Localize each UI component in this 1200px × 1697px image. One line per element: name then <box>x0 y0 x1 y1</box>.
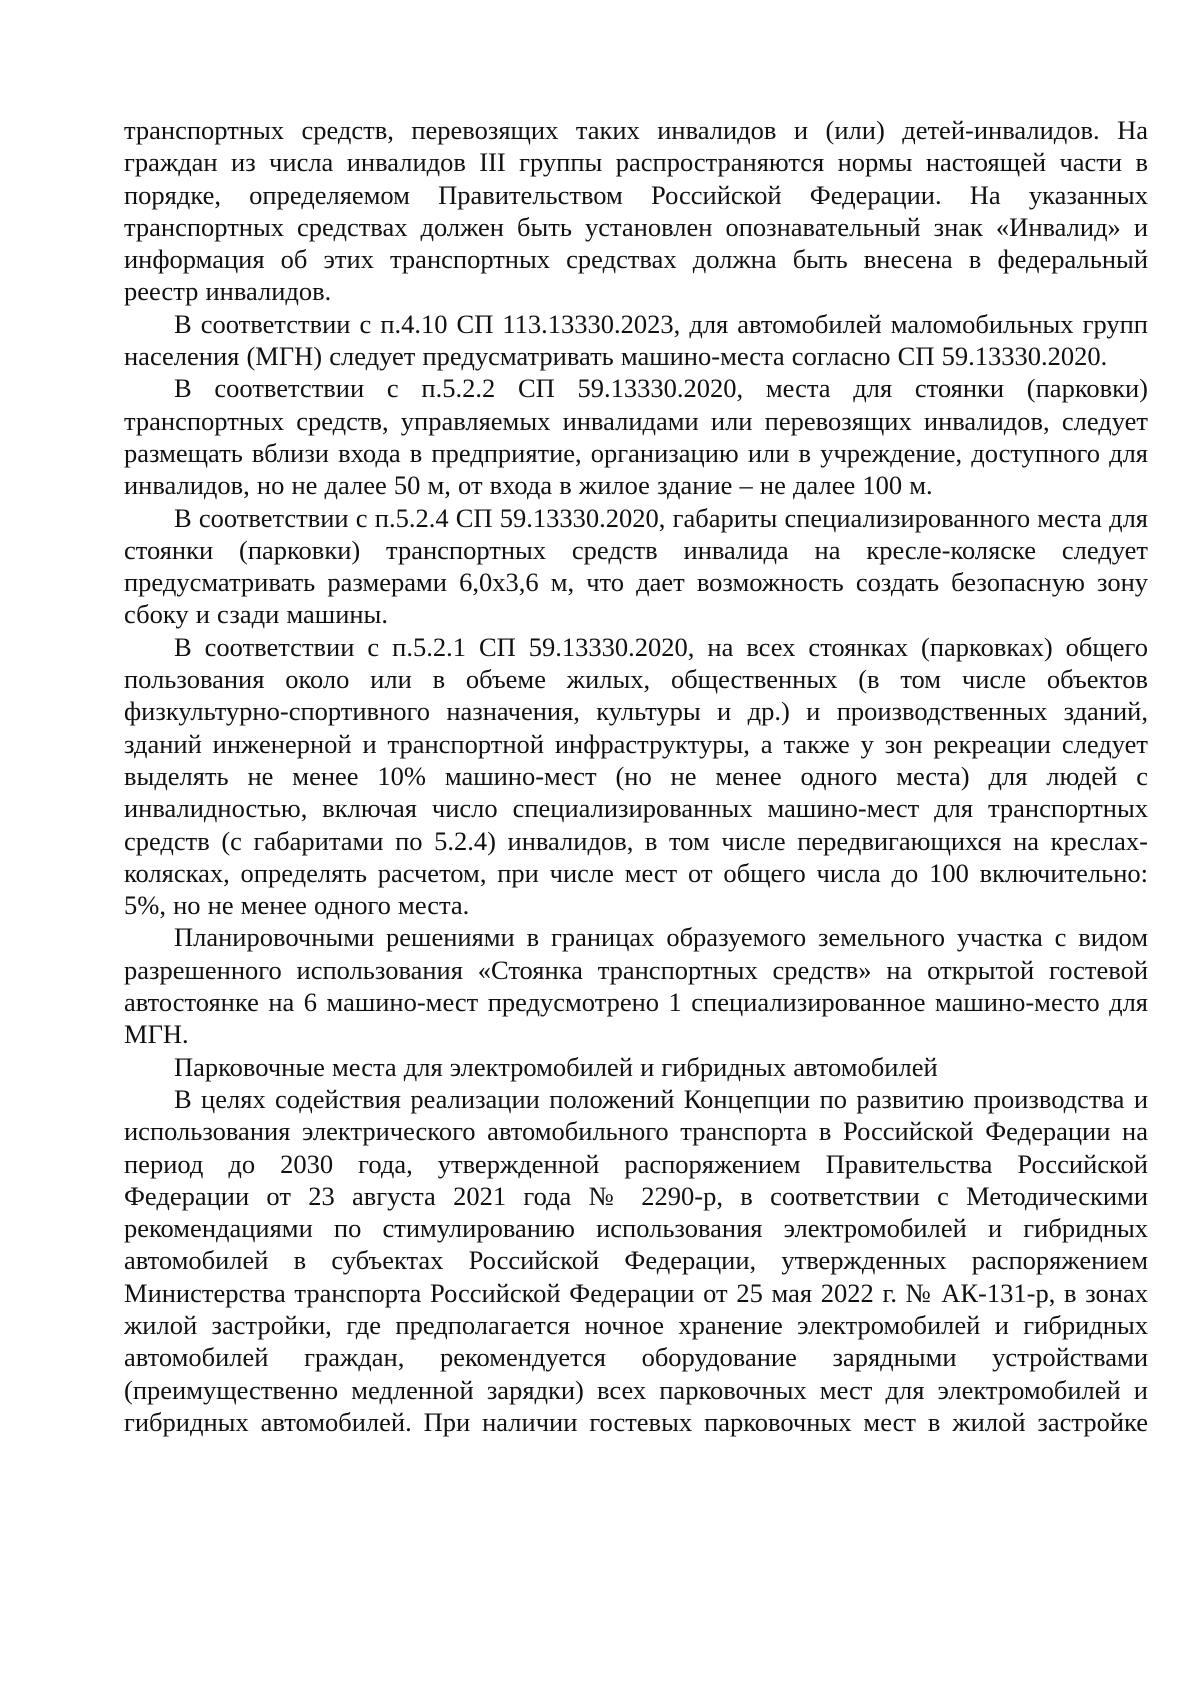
paragraph-planning-decisions: Планировочными решениями в границах образуемого земельного участка с видом разрешенного использования «Стоянка транспортных средств» на открытой гостевой автостоянке на 6 машино-мест предусмотрено 1 специализированное машино-место для МГН. <box>124 922 1148 1050</box>
paragraph-ev-concept: В целях содействия реализации положений Концепции по развитию производства и использования электрического автомобильного транспорта в Российской Федерации на период до 2030 года, утвержденной распоряжением Правительства Российской Федерации от 23 августа 2021 года № 2290-р, в соответствии с Методическими рекомендациями по стимулированию использования электромобилей и гибридных автомобилей в субъектах Российской Федерации, утвержденных распоряжением Министерства транспорта Российской Федерации от 25 мая 2022 г. № АК-131-р, в зонах жилой застройки, где предполагается ночное хранение электромобилей и гибридных автомобилей граждан, рекомендуется оборудование зарядными устройствами (преимущественно медленной зарядки) всех парковочных мест для электромобилей и гибридных автомобилей. При наличии гостевых парковочных мест в жилой застройке <box>124 1083 1148 1437</box>
section-heading-ev-parking: Парковочные места для электромобилей и гибридных автомобилей <box>174 1051 938 1082</box>
document-page <box>124 114 1148 1438</box>
paragraph-sp-113-mgn-parking: В соответствии с п.4.10 СП 113.13330.2023, для автомобилей маломобильных групп населения (МГН) следует предусматривать машино-места согласно СП 59.13330.2020. <box>124 308 1148 372</box>
paragraph-sp-59-5-2-4-dimensions: В соответствии с п.5.2.4 СП 59.13330.2020, габариты специализированного места для стоянки (парковки) транспортных средств инвалида на кресле-коляске следует предусматривать размерами 6,0х3,6 м, что дает возможность создать безопасную зону сбоку и сзади машины. <box>124 502 1148 630</box>
paragraph-sp-59-5-2-1-share: В соответствии с п.5.2.1 СП 59.13330.2020, на всех стоянках (парковках) общего пользования около или в объеме жилых, общественных (в том числе объектов физкультурно-спортивного назначения, культуры и др.) и производственных зданий, зданий инженерной и транспортной инфраструктуры, а также у зон рекреации следует выделять не менее 10% машино-мест (но не менее одного места) для людей с инвалидностью, включая число специализированных машино-мест для транспортных средств (с габаритами по 5.2.4) инвалидов, в том числе передвигающихся на креслах-колясках, определять расчетом, при числе мест от общего числа до 100 включительно: 5%, но не менее одного места. <box>124 631 1148 921</box>
paragraph-disabled-vehicles-continuation: транспортных средств, перевозящих таких инвалидов и (или) детей-инвалидов. На граждан из числа инвалидов III группы распространяются нормы настоящей части в порядке, определяемом Правительством Российской Федерации. На указанных транспортных средствах должен быть установлен опознавательный знак «Инвалид» и информация об этих транспортных средствах должна быть внесена в федеральный реестр инвалидов. <box>124 115 1148 307</box>
paragraph-sp-59-5-2-2-location: В соответствии с п.5.2.2 СП 59.13330.2020, места для стоянки (парковки) транспортных средств, управляемых инвалидами или перевозящих инвалидов, следует размещать вблизи входа в предприятие, организацию или в учреждение, доступного для инвалидов, но не далее 50 м, от входа в жилое здание – не далее 100 м. <box>124 373 1148 501</box>
